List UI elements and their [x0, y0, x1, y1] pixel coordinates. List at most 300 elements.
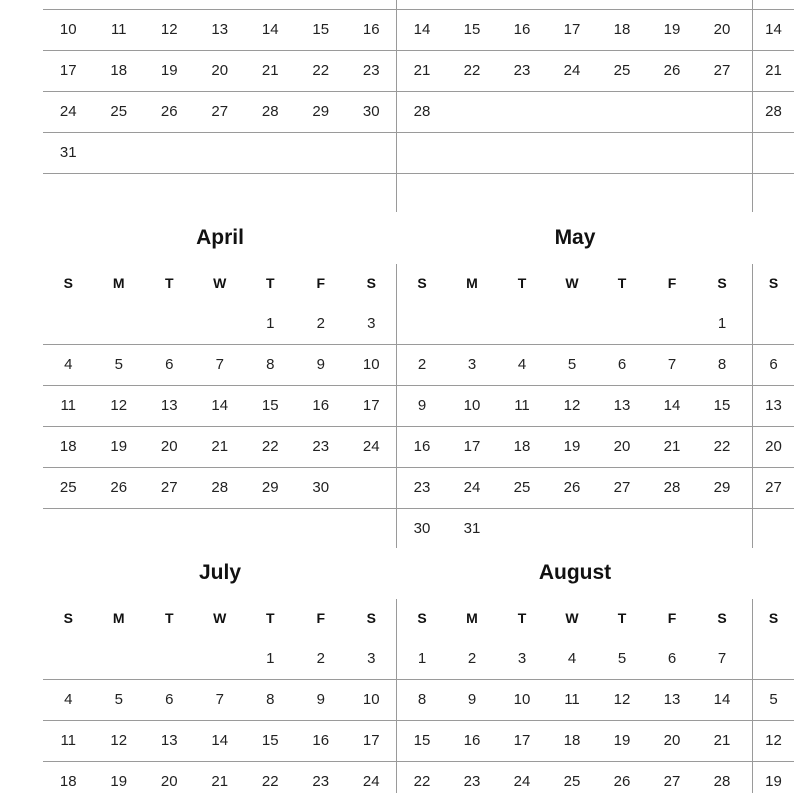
day-cell: 21: [211, 773, 229, 790]
day-cell: 25: [563, 773, 581, 790]
day-cell: 4: [517, 356, 527, 373]
week-row: [397, 638, 753, 680]
week-row: [397, 467, 753, 509]
weekday-label: S: [768, 609, 779, 626]
day-cell: 17: [59, 62, 77, 79]
weekday-label: M: [112, 609, 125, 626]
day-cell: 27: [613, 479, 631, 496]
day-cell: 22: [261, 773, 279, 790]
day-cell: 19: [110, 773, 128, 790]
day-cell: [497, 508, 547, 549]
day-cell: [397, 0, 447, 9]
week-row: [397, 761, 753, 793]
weekday-header-row: [753, 262, 794, 303]
day-cell: 10: [362, 356, 380, 373]
day-cell: 18: [59, 773, 77, 790]
day-cell: 29: [261, 479, 279, 496]
weekday-label: T: [164, 609, 174, 626]
weekday-label: T: [517, 274, 527, 291]
day-cell: 12: [160, 21, 178, 38]
day-cell: 9: [467, 691, 477, 708]
day-cell: 5: [769, 691, 778, 708]
day-cell: 13: [663, 691, 681, 708]
week-row: [43, 344, 397, 386]
day-cell: 1: [417, 650, 427, 667]
day-cell: [697, 132, 747, 173]
day-cell: 4: [567, 650, 577, 667]
weekday-label: F: [316, 609, 326, 626]
week-row: [753, 638, 794, 680]
day-cell: [94, 132, 145, 173]
day-cell: [43, 303, 94, 344]
day-cell: 15: [713, 397, 731, 414]
day-cell: 3: [367, 315, 376, 332]
day-cell: 27: [765, 479, 782, 496]
day-cell: 25: [513, 479, 531, 496]
day-cell: [245, 0, 296, 9]
weekday-label: W: [565, 609, 579, 626]
day-cell: [346, 508, 397, 549]
day-cell: 7: [215, 691, 224, 708]
day-cell: 13: [160, 732, 178, 749]
day-cell: 2: [316, 650, 325, 667]
day-cell: 8: [417, 691, 427, 708]
day-cell: [447, 303, 497, 344]
day-cell: 6: [617, 356, 627, 373]
day-cell: 3: [367, 650, 376, 667]
day-cell: [547, 132, 597, 173]
weekday-label: T: [265, 274, 275, 291]
day-cell: 9: [316, 356, 325, 373]
day-cell: 2: [417, 356, 427, 373]
day-cell: 10: [59, 21, 77, 38]
day-cell: 28: [211, 479, 229, 496]
weekday-header-row: [397, 597, 753, 638]
day-cell: 19: [160, 62, 178, 79]
day-cell: 13: [211, 21, 229, 38]
day-cell: 21: [261, 62, 279, 79]
day-cell: 23: [513, 62, 531, 79]
day-cell: 16: [312, 732, 330, 749]
day-cell: [397, 132, 447, 173]
day-cell: [597, 132, 647, 173]
day-cell: 10: [513, 691, 531, 708]
day-cell: 16: [362, 21, 380, 38]
day-cell: 15: [413, 732, 431, 749]
weekday-label: T: [517, 609, 527, 626]
day-cell: 17: [362, 732, 380, 749]
day-cell: 1: [717, 315, 727, 332]
day-cell: 27: [211, 103, 229, 120]
weekday-label: M: [466, 274, 478, 291]
week-row: [397, 91, 753, 133]
week-row: [397, 344, 753, 386]
week-row: [43, 679, 397, 721]
day-cell: 13: [613, 397, 631, 414]
weekday-header-row: [753, 597, 794, 638]
day-cell: 6: [667, 650, 677, 667]
weekday-header-row: [43, 262, 397, 303]
day-cell: [195, 0, 246, 9]
day-cell: 20: [713, 21, 731, 38]
day-cell: [753, 508, 794, 549]
day-cell: 22: [261, 438, 279, 455]
week-row: [397, 9, 753, 51]
day-cell: 14: [211, 732, 229, 749]
day-cell: 3: [467, 356, 477, 373]
week-row: [753, 761, 794, 793]
day-cell: 21: [413, 62, 431, 79]
day-cell: [195, 132, 246, 173]
month-title: April: [196, 226, 244, 249]
day-cell: 26: [663, 62, 681, 79]
day-cell: 24: [362, 773, 380, 790]
day-cell: 8: [717, 356, 727, 373]
day-cell: 11: [110, 21, 127, 38]
day-cell: 4: [64, 356, 73, 373]
day-cell: [144, 0, 195, 9]
month-title: July: [198, 561, 242, 584]
weekday-label: M: [112, 274, 125, 291]
day-cell: 14: [663, 397, 681, 414]
weekday-label: S: [717, 274, 727, 291]
weekday-label: F: [667, 609, 677, 626]
day-cell: [43, 508, 94, 549]
day-cell: 14: [261, 21, 279, 38]
week-row: [753, 9, 794, 51]
week-row: [43, 50, 397, 92]
day-cell: 17: [362, 397, 380, 414]
day-cell: [397, 303, 447, 344]
day-cell: 23: [312, 438, 330, 455]
day-cell: 5: [567, 356, 577, 373]
day-cell: 30: [413, 520, 431, 537]
day-cell: [753, 638, 794, 679]
day-cell: 20: [160, 773, 178, 790]
day-cell: 20: [663, 732, 681, 749]
day-cell: [497, 91, 547, 132]
day-cell: 2: [467, 650, 477, 667]
weekday-label: W: [213, 609, 227, 626]
day-cell: [144, 638, 195, 679]
day-cell: [447, 132, 497, 173]
week-row: [397, 385, 753, 427]
day-cell: [346, 467, 397, 508]
week-row: [753, 132, 794, 174]
week-row: [397, 426, 753, 468]
day-cell: 11: [60, 732, 77, 749]
week-row: [397, 50, 753, 92]
day-cell: 15: [463, 21, 481, 38]
day-cell: 31: [59, 144, 77, 161]
day-cell: 24: [563, 62, 581, 79]
day-cell: [597, 0, 647, 9]
day-cell: 21: [713, 732, 731, 749]
day-cell: 16: [413, 438, 431, 455]
week-row: [397, 303, 753, 345]
day-cell: 16: [312, 397, 330, 414]
day-cell: 25: [110, 103, 128, 120]
day-cell: [647, 91, 697, 132]
week-row: [43, 467, 397, 509]
day-cell: 15: [261, 397, 279, 414]
week-row: [753, 303, 794, 345]
week-row: [753, 344, 794, 386]
day-cell: 12: [765, 732, 782, 749]
weekday-label: S: [63, 274, 73, 291]
day-cell: 27: [160, 479, 178, 496]
day-cell: 26: [110, 479, 128, 496]
day-cell: [497, 0, 547, 9]
week-row: [43, 303, 397, 345]
day-cell: 19: [110, 438, 128, 455]
day-cell: [43, 0, 94, 9]
day-cell: [753, 0, 794, 9]
day-cell: 28: [413, 103, 431, 120]
day-cell: 30: [312, 479, 330, 496]
weekday-label: M: [466, 609, 478, 626]
day-cell: 14: [211, 397, 229, 414]
day-cell: [753, 132, 794, 173]
day-cell: 28: [261, 103, 279, 120]
day-cell: 5: [114, 356, 123, 373]
day-cell: [647, 0, 697, 9]
day-cell: [195, 508, 246, 549]
day-cell: 30: [362, 103, 380, 120]
day-cell: [647, 303, 697, 344]
day-cell: [697, 91, 747, 132]
day-cell: [547, 0, 597, 9]
day-cell: 3: [517, 650, 527, 667]
day-cell: 28: [713, 773, 731, 790]
day-cell: 15: [261, 732, 279, 749]
day-cell: 24: [463, 479, 481, 496]
day-cell: 29: [713, 479, 731, 496]
day-cell: [144, 132, 195, 173]
day-cell: 19: [663, 21, 681, 38]
week-row: [753, 385, 794, 427]
week-row: [43, 91, 397, 133]
day-cell: [195, 638, 246, 679]
day-cell: [497, 132, 547, 173]
day-cell: [697, 0, 747, 9]
day-cell: [547, 508, 597, 549]
day-cell: [597, 91, 647, 132]
week-row: [43, 132, 397, 174]
weekday-label: S: [366, 274, 376, 291]
day-cell: 22: [713, 438, 731, 455]
day-cell: [547, 91, 597, 132]
day-cell: 20: [211, 62, 229, 79]
day-cell: 20: [160, 438, 178, 455]
day-cell: 13: [765, 397, 782, 414]
day-cell: [346, 132, 397, 173]
weekday-label: S: [417, 609, 427, 626]
day-cell: 15: [312, 21, 330, 38]
day-cell: 11: [514, 397, 530, 414]
day-cell: 31: [463, 520, 481, 537]
week-row: [43, 9, 397, 51]
day-cell: [94, 508, 145, 549]
day-cell: 13: [160, 397, 178, 414]
day-cell: 10: [463, 397, 481, 414]
weekday-header-row: [43, 597, 397, 638]
day-cell: 24: [59, 103, 77, 120]
day-cell: 12: [110, 397, 128, 414]
week-row: [753, 91, 794, 133]
week-row: [43, 761, 397, 793]
day-cell: 18: [59, 438, 77, 455]
day-cell: [497, 303, 547, 344]
week-row: [753, 426, 794, 468]
day-cell: 28: [663, 479, 681, 496]
day-cell: 22: [463, 62, 481, 79]
day-cell: [647, 132, 697, 173]
day-cell: 11: [564, 691, 580, 708]
weekday-label: S: [366, 609, 376, 626]
day-cell: 14: [765, 21, 782, 38]
day-cell: [697, 508, 747, 549]
weekday-label: T: [164, 274, 174, 291]
day-cell: 12: [110, 732, 128, 749]
day-cell: 1: [266, 315, 275, 332]
day-cell: 17: [463, 438, 481, 455]
day-cell: 23: [312, 773, 330, 790]
weekday-header-row: [397, 262, 753, 303]
day-cell: 5: [617, 650, 627, 667]
day-cell: 5: [114, 691, 123, 708]
week-row: [397, 720, 753, 762]
day-cell: [346, 0, 397, 9]
day-cell: [94, 303, 145, 344]
day-cell: 11: [60, 397, 77, 414]
day-cell: 26: [613, 773, 631, 790]
week-row: [753, 467, 794, 509]
weekday-label: W: [213, 274, 227, 291]
day-cell: 23: [362, 62, 380, 79]
day-cell: 22: [413, 773, 431, 790]
day-cell: 12: [563, 397, 581, 414]
week-row: [43, 385, 397, 427]
week-row: [43, 638, 397, 680]
day-cell: 8: [266, 691, 275, 708]
day-cell: [94, 638, 145, 679]
day-cell: 8: [266, 356, 275, 373]
day-cell: 20: [765, 438, 782, 455]
day-cell: 23: [413, 479, 431, 496]
week-row: [753, 50, 794, 92]
day-cell: 21: [211, 438, 229, 455]
day-cell: 9: [417, 397, 427, 414]
weekday-label: F: [316, 274, 326, 291]
day-cell: [547, 303, 597, 344]
day-cell: 29: [312, 103, 330, 120]
month-title: August: [538, 561, 612, 584]
week-row: [397, 508, 753, 549]
day-cell: 16: [513, 21, 531, 38]
day-cell: 7: [717, 650, 727, 667]
day-cell: 6: [165, 691, 174, 708]
day-cell: 25: [59, 479, 77, 496]
day-cell: 26: [563, 479, 581, 496]
week-row: [43, 720, 397, 762]
day-cell: 27: [663, 773, 681, 790]
week-row: [397, 679, 753, 721]
day-cell: [447, 91, 497, 132]
week-row: [753, 508, 794, 549]
day-cell: 2: [316, 315, 325, 332]
day-cell: 18: [110, 62, 128, 79]
day-cell: 4: [64, 691, 73, 708]
week-row: [43, 426, 397, 468]
weekday-label: S: [63, 609, 73, 626]
day-cell: 18: [563, 732, 581, 749]
month-title: May: [554, 226, 596, 249]
week-row: [43, 508, 397, 549]
day-cell: 18: [513, 438, 531, 455]
weekday-label: T: [265, 609, 275, 626]
weekday-label: W: [565, 274, 579, 291]
day-cell: 28: [765, 103, 782, 120]
day-cell: 7: [667, 356, 677, 373]
day-cell: 22: [312, 62, 330, 79]
weekday-label: S: [717, 609, 727, 626]
day-cell: 19: [613, 732, 631, 749]
day-cell: [447, 0, 497, 9]
day-cell: [296, 0, 347, 9]
weekday-label: T: [617, 274, 627, 291]
day-cell: 19: [765, 773, 782, 790]
day-cell: [296, 132, 347, 173]
day-cell: 20: [613, 438, 631, 455]
day-cell: 24: [513, 773, 531, 790]
day-cell: 25: [613, 62, 631, 79]
day-cell: 17: [563, 21, 581, 38]
day-cell: [245, 508, 296, 549]
day-cell: [94, 0, 145, 9]
day-cell: 19: [563, 438, 581, 455]
weekday-label: S: [768, 274, 779, 291]
day-cell: 10: [362, 691, 380, 708]
day-cell: 26: [160, 103, 178, 120]
day-cell: 14: [413, 21, 431, 38]
day-cell: 1: [266, 650, 275, 667]
day-cell: 17: [513, 732, 531, 749]
day-cell: [195, 303, 246, 344]
day-cell: [245, 132, 296, 173]
day-cell: 21: [663, 438, 681, 455]
weekday-label: T: [617, 609, 627, 626]
day-cell: [753, 303, 794, 344]
day-cell: [43, 638, 94, 679]
day-cell: 6: [769, 356, 778, 373]
day-cell: 14: [713, 691, 731, 708]
weekday-label: F: [667, 274, 677, 291]
day-cell: 23: [463, 773, 481, 790]
day-cell: 6: [165, 356, 174, 373]
day-cell: [144, 508, 195, 549]
day-cell: 7: [215, 356, 224, 373]
day-cell: [597, 508, 647, 549]
day-cell: [144, 303, 195, 344]
day-cell: [647, 508, 697, 549]
day-cell: [597, 303, 647, 344]
week-row: [753, 720, 794, 762]
day-cell: [296, 508, 347, 549]
weekday-label: S: [417, 274, 427, 291]
day-cell: 27: [713, 62, 731, 79]
week-row: [753, 679, 794, 721]
